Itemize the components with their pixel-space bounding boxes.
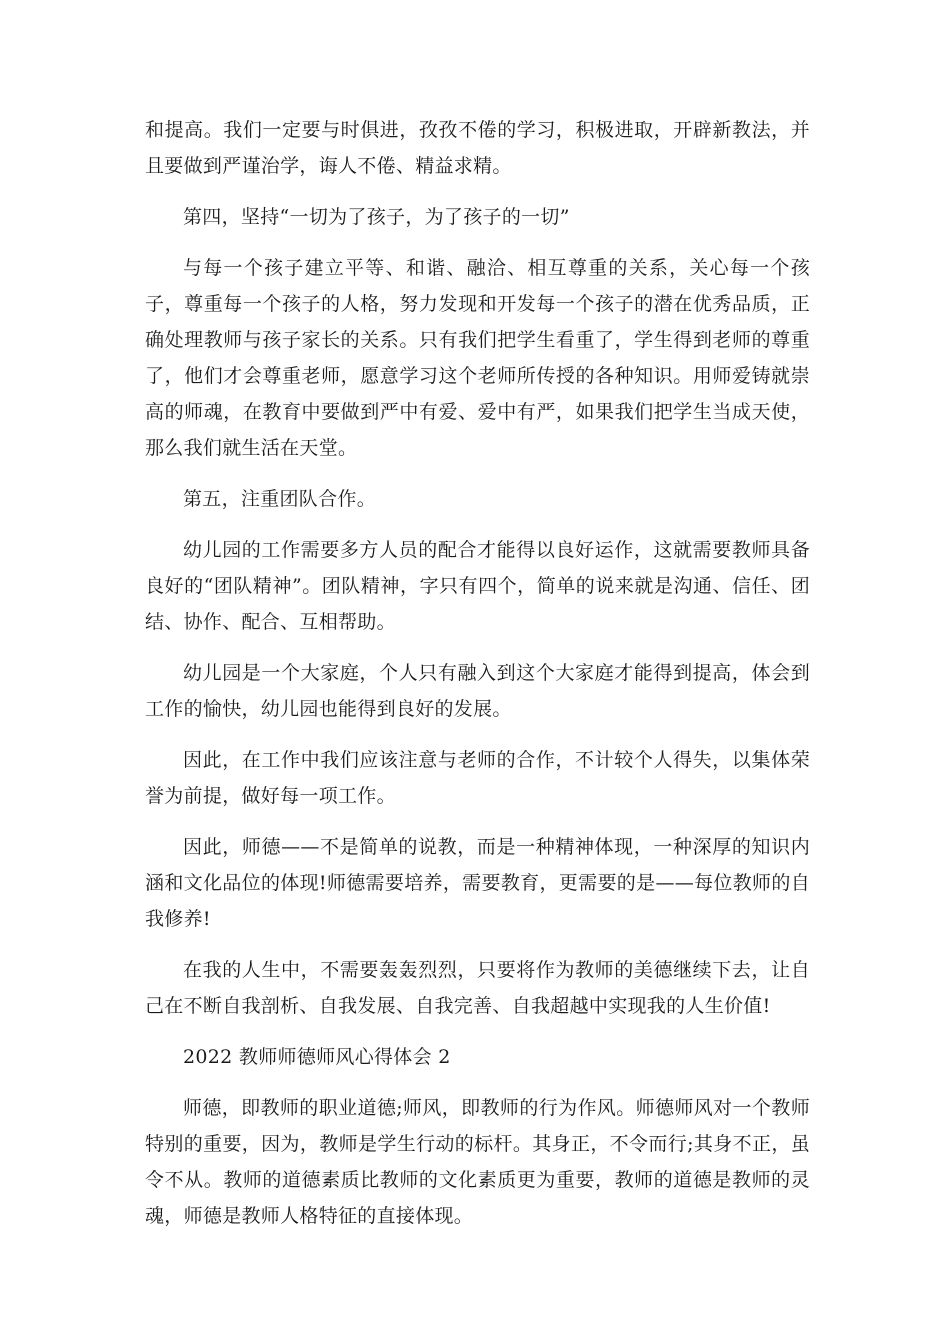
paragraph-continuation: 和提高。我们一定要与时俱进，孜孜不倦的学习，积极进取，开辟新教法，并且要做到严谨治学，诲人不倦、精益求精。 (145, 119, 810, 177)
heading-point-four: 第四，坚持“一切为了孩子，为了孩子的一切” (183, 206, 570, 228)
document-body (145, 112, 810, 1249)
paragraph-life-value: 在我的人生中，不需要轰轰烈烈，只要将作为教师的美德继续下去，让自己在不断自我剖析、自我发展、自我完善、自我超越中实现我的人生价值! (145, 959, 810, 1017)
paragraph-teacher-ethics: 因此，师德——不是简单的说教，而是一种精神体现，一种深厚的知识内涵和文化品位的体现!师德需要培养，需要教育，更需要的是——每位教师的自我修养! (145, 836, 810, 930)
paragraph-respect-children: 与每一个孩子建立平等、和谐、融洽、相互尊重的关系，关心每一个孩子，尊重每一个孩子的人格，努力发现和开发每一个孩子的潜在优秀品质，正确处理教师与孩子家长的关系。只有我们把学生看重了，学生得到老师的尊重了，他们才会尊重老师，愿意学习这个老师所传授的各种知识。用师爱铸就崇高的师魂，在教育中要做到严中有爱、爱中有严，如果我们把学生当成天使，那么我们就生活在天堂。 (145, 257, 810, 459)
section-title-2: 2022 教师师德师风心得体会 2 (183, 1046, 451, 1068)
paragraph-ethics-definition: 师德，即教师的职业道德;师风，即教师的行为作风。师德师风对一个教师特别的重要，因为，教师是学生行动的标杆。其身正，不令而行;其身不正，虽令不从。教师的道德素质比教师的文化素质更为重要，教师的道德是教师的灵魂，师德是教师人格特征的直接体现。 (145, 1097, 810, 1227)
paragraph-team-spirit: 幼儿园的工作需要多方人员的配合才能得以良好运作，这就需要教师具备良好的“团队精神”。团队精神，字只有四个，简单的说来就是沟通、信任、团结、协作、配合、互相帮助。 (145, 539, 810, 633)
paragraph-big-family: 幼儿园是一个大家庭，个人只有融入到这个大家庭才能得到提高，体会到工作的愉快，幼儿园也能得到良好的发展。 (145, 662, 810, 720)
paragraph-cooperation: 因此，在工作中我们应该注意与老师的合作，不计较个人得失，以集体荣誉为前提，做好每一项工作。 (145, 749, 810, 807)
heading-point-five: 第五，注重团队合作。 (183, 488, 377, 510)
